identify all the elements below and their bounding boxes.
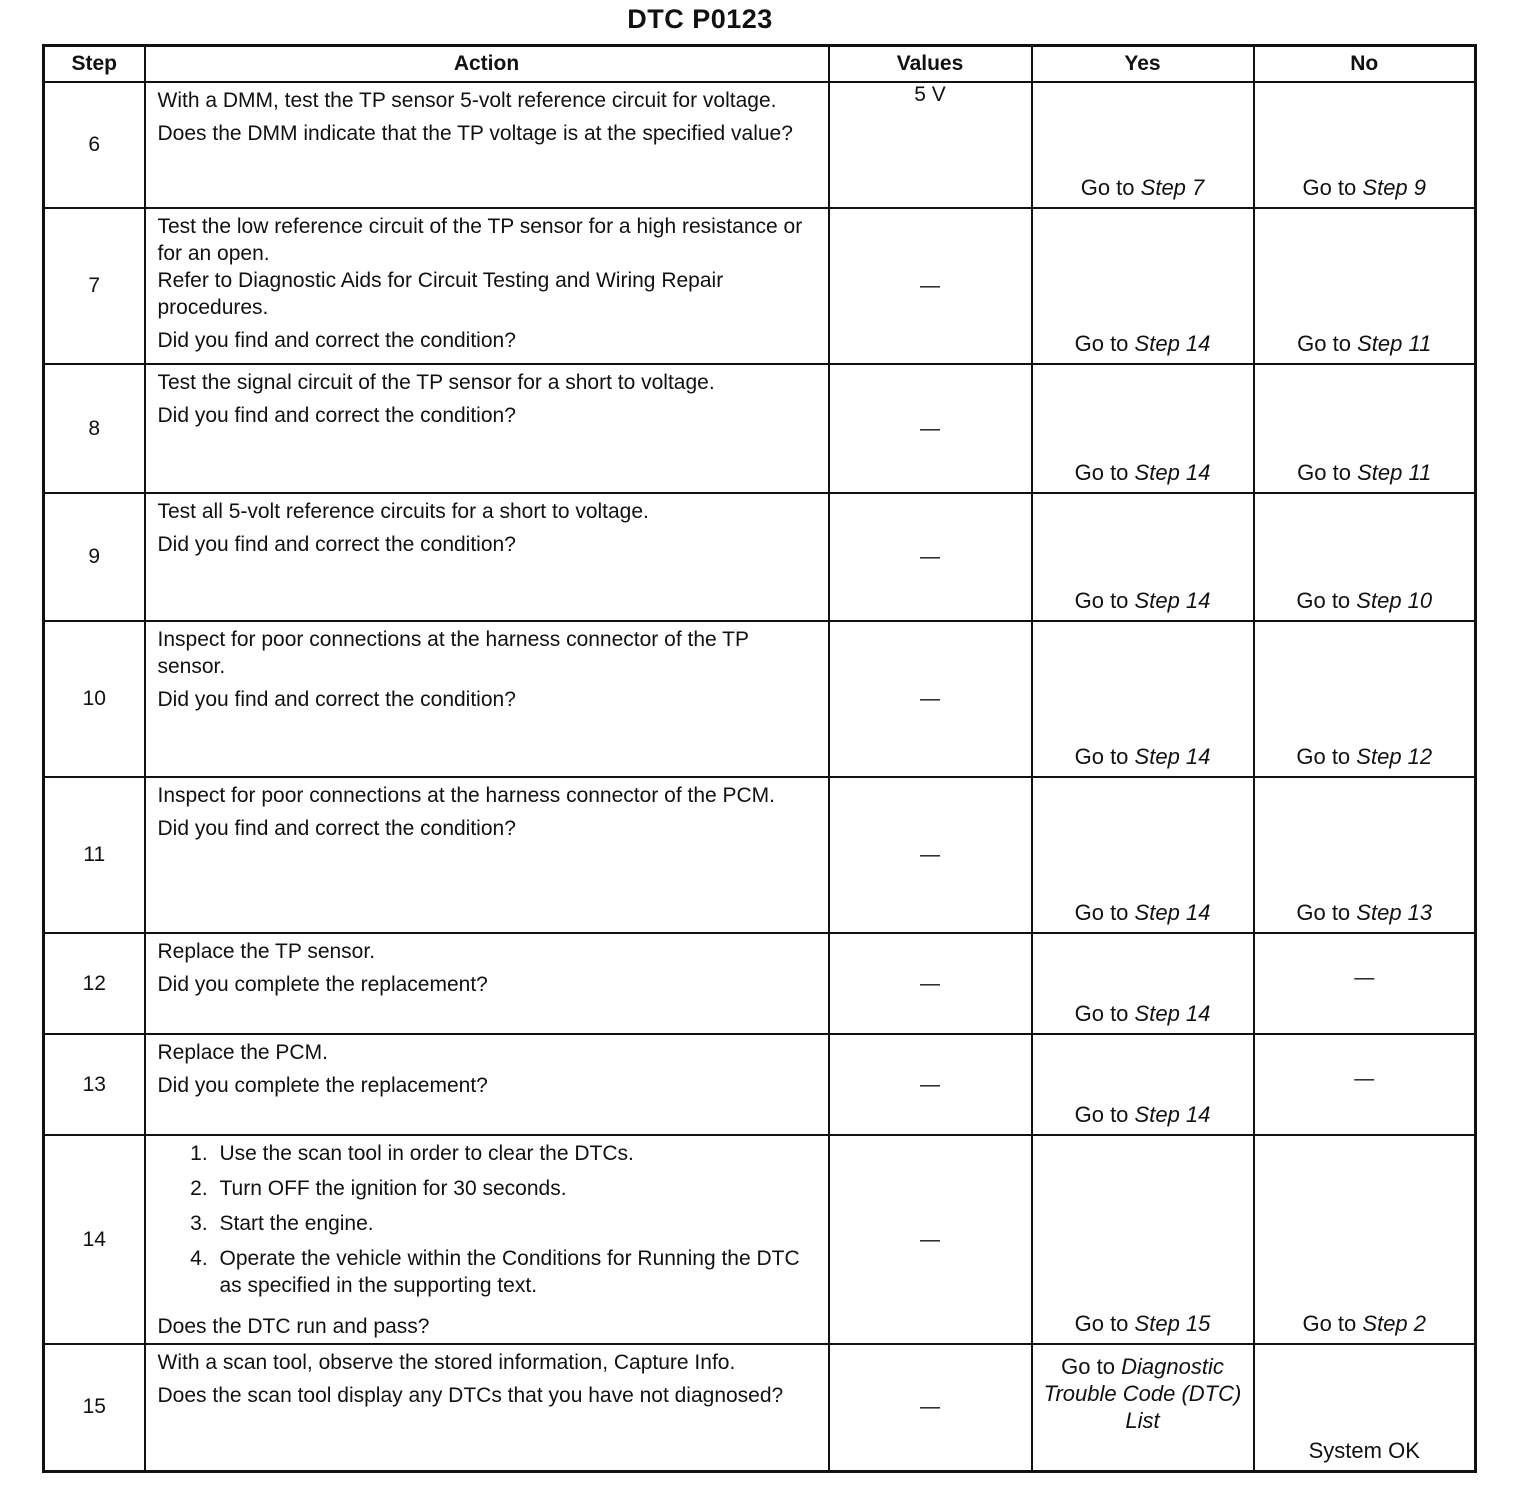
header-yes: Yes	[1032, 46, 1254, 83]
list-item: 4. Operate the vehicle within the Conditions for Running the DTC as specified in the supporting text.	[214, 1245, 820, 1299]
action-cell	[145, 1135, 829, 1344]
action-question: Does the scan tool display any DTCs that you have not diagnosed?	[157, 1384, 784, 1407]
yes-link[interactable]: Go to Diagnostic Trouble Code (DTC) List	[1043, 1354, 1242, 1433]
table-row	[44, 621, 1476, 777]
yes-cell	[1032, 493, 1254, 621]
action-text: With a scan tool, observe the stored information, Capture Info.	[157, 1351, 736, 1374]
no-link[interactable]: Go to Step 11	[1297, 331, 1432, 356]
step-number: 13	[44, 1034, 145, 1135]
no-cell	[1254, 621, 1476, 777]
table-row	[44, 208, 1476, 364]
list-item: 1. Use the scan tool in order to clear the DTCs.	[214, 1140, 820, 1167]
no-cell	[1254, 1344, 1476, 1471]
yes-link[interactable]: Go to Step 14	[1074, 744, 1211, 769]
table-row	[44, 777, 1476, 933]
action-cell	[145, 364, 829, 493]
no-link[interactable]: Go to Step 12	[1296, 744, 1433, 769]
header-action: Action	[145, 46, 829, 83]
no-cell	[1254, 777, 1476, 933]
diagnostic-table	[42, 44, 1477, 1473]
header-no: No	[1254, 46, 1476, 83]
action-question: Did you find and correct the condition?	[157, 533, 516, 556]
yes-cell	[1032, 1344, 1254, 1471]
values-cell: —	[829, 1135, 1032, 1344]
values-cell: —	[829, 777, 1032, 933]
action-text: Inspect for poor connections at the harness connector of the TP sensor.	[157, 628, 749, 678]
step-number: 15	[44, 1344, 145, 1471]
table-row	[44, 1034, 1476, 1135]
action-question: Did you complete the replacement?	[157, 973, 488, 996]
action-question: Did you find and correct the condition?	[157, 404, 516, 427]
action-question: Did you find and correct the condition?	[157, 688, 516, 711]
no-link[interactable]: Go to Step 11	[1297, 460, 1432, 485]
yes-cell	[1032, 208, 1254, 364]
values-cell: —	[829, 621, 1032, 777]
yes-link[interactable]: Go to Step 15	[1074, 1311, 1211, 1336]
yes-link[interactable]: Go to Step 14	[1074, 460, 1211, 485]
action-cell	[145, 1344, 829, 1471]
action-text: Test the signal circuit of the TP sensor for a short to voltage.	[157, 371, 715, 394]
values-cell: —	[829, 493, 1032, 621]
yes-link[interactable]: Go to Step 14	[1074, 588, 1211, 613]
action-cell	[145, 208, 829, 364]
yes-link[interactable]: Go to Step 14	[1074, 331, 1211, 356]
action-text: Test all 5-volt reference circuits for a short to voltage.	[157, 500, 649, 523]
page-title: DTC P0123	[627, 4, 773, 34]
table-row	[44, 364, 1476, 493]
yes-cell	[1032, 364, 1254, 493]
no-cell	[1254, 493, 1476, 621]
yes-link[interactable]: Go to Step 14	[1074, 900, 1211, 925]
yes-link[interactable]: Go to Step 7	[1080, 175, 1205, 200]
action-cell	[145, 777, 829, 933]
no-cell	[1254, 1135, 1476, 1344]
action-question: Did you complete the replacement?	[157, 1074, 488, 1097]
action-text: Test the low reference circuit of the TP sensor for a high resistance or for an open.	[157, 215, 803, 265]
action-cell	[145, 621, 829, 777]
step-number: 8	[44, 364, 145, 493]
action-text: Replace the TP sensor.	[157, 940, 376, 963]
values-cell: 5 V	[829, 82, 1032, 208]
no-result: System OK	[1308, 1437, 1420, 1463]
action-text: Refer to Diagnostic Aids for Circuit Testing and Wiring Repair procedures.	[157, 269, 724, 319]
values-cell: —	[829, 933, 1032, 1034]
header-step: Step	[44, 46, 145, 83]
header-values: Values	[829, 46, 1032, 83]
yes-cell	[1032, 1135, 1254, 1344]
no-link[interactable]: Go to Step 13	[1296, 900, 1433, 925]
list-item: 3. Start the engine.	[214, 1210, 820, 1237]
step-number: 6	[44, 82, 145, 208]
no-link[interactable]: Go to Step 2	[1302, 1311, 1427, 1336]
step-number: 10	[44, 621, 145, 777]
table-row	[44, 493, 1476, 621]
table-row	[44, 1135, 1476, 1344]
step-number: 14	[44, 1135, 145, 1344]
action-cell	[145, 1034, 829, 1135]
action-question: Did you find and correct the condition?	[157, 329, 516, 352]
table-row	[44, 933, 1476, 1034]
step-number: 7	[44, 208, 145, 364]
values-cell: —	[829, 364, 1032, 493]
yes-link[interactable]: Go to Step 14	[1074, 1001, 1211, 1026]
no-link[interactable]: Go to Step 10	[1296, 588, 1433, 613]
step-number: 9	[44, 493, 145, 621]
no-cell	[1254, 82, 1476, 208]
no-link[interactable]: Go to Step 9	[1302, 175, 1427, 200]
yes-cell	[1032, 621, 1254, 777]
action-cell	[145, 82, 829, 208]
values-cell: —	[829, 1344, 1032, 1471]
values-cell: —	[829, 208, 1032, 364]
step-number: 12	[44, 933, 145, 1034]
action-cell	[145, 933, 829, 1034]
yes-cell	[1032, 777, 1254, 933]
action-text: Replace the PCM.	[157, 1041, 328, 1064]
step-number: 11	[44, 777, 145, 933]
yes-link[interactable]: Go to Step 14	[1074, 1102, 1211, 1127]
yes-cell	[1032, 933, 1254, 1034]
values-cell: —	[829, 1034, 1032, 1135]
action-question: Did you find and correct the condition?	[157, 817, 516, 840]
procedure-list	[158, 1140, 820, 1307]
no-cell	[1254, 208, 1476, 364]
action-text: Inspect for poor connections at the harness connector of the PCM.	[157, 784, 776, 807]
no-cell	[1254, 364, 1476, 493]
action-question: Does the DTC run and pass?	[157, 1315, 430, 1338]
list-item: 2. Turn OFF the ignition for 30 seconds.	[214, 1175, 820, 1202]
header-row	[44, 46, 1476, 83]
yes-cell	[1032, 1034, 1254, 1135]
no-cell: —	[1254, 933, 1476, 1034]
no-cell: —	[1254, 1034, 1476, 1135]
action-cell	[145, 493, 829, 621]
table-row	[44, 1344, 1476, 1471]
table-row	[44, 82, 1476, 208]
yes-cell	[1032, 82, 1254, 208]
action-question: Does the DMM indicate that the TP voltage is at the specified value?	[157, 122, 793, 145]
action-text: With a DMM, test the TP sensor 5-volt reference circuit for voltage.	[157, 89, 777, 112]
